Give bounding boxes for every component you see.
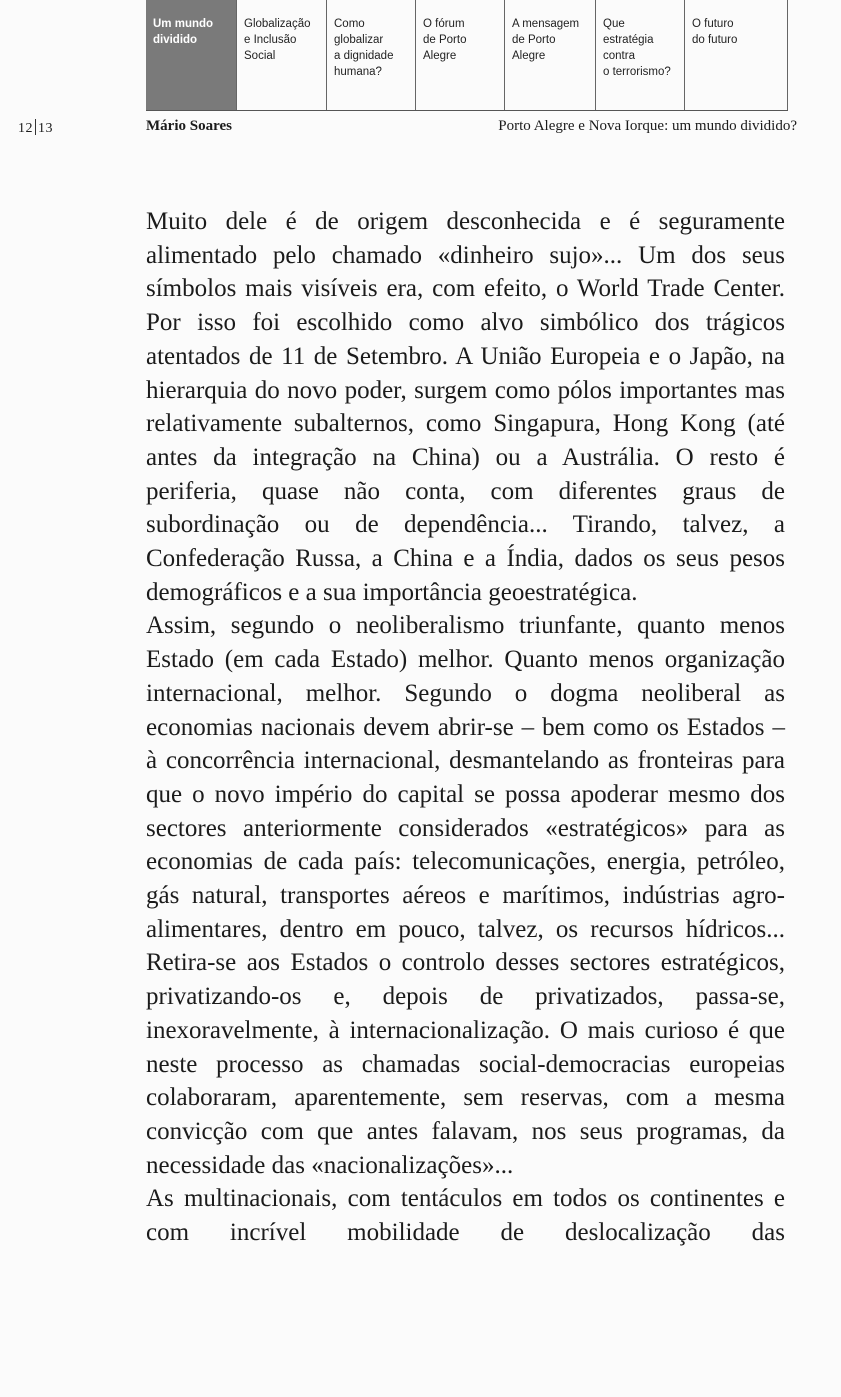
page-number-divider: [35, 119, 36, 135]
running-author: Mário Soares: [146, 118, 232, 134]
running-title: Porto Alegre e Nova Iorque: um mundo dividido?: [498, 118, 797, 134]
tab-um-mundo-dividido[interactable]: Um mundo dividido: [146, 0, 237, 110]
tab-estrategia-terrorismo[interactable]: Que estratégia contra o terrorismo?: [596, 0, 685, 110]
chapter-nav: [146, 0, 788, 111]
tab-futuro-do-futuro[interactable]: O futuro do futuro: [685, 0, 788, 110]
page-number-left: 12: [18, 121, 33, 136]
tab-mensagem-porto-alegre[interactable]: A mensagem de Porto Alegre: [505, 0, 596, 110]
paragraph: Muito dele é de origem desconhecida e é seguramente alimentado pelo chamado «dinheiro sujo»... Um dos seus símbolos mais visíveis era, com efeito, o World Trade Center. Por isso foi escolhido como alvo simbólico dos trágicos atentados de 11 de Setembro. A União Europeia e o Japão, na hierarquia do novo poder, surgem como pólos importantes mas relativamente subalternos, como Singapura, Hong Kong (até antes da integração na China) ou a Austrália. O resto é periferia, quase não conta, com diferentes graus de subordinação ou de dependência... Tirando, talvez, a Confederação Russa, a China e a Índia, dados os seus pesos demográficos e a sua importância geoestratégica.: [146, 208, 785, 606]
paragraph: Assim, segundo o neoliberalismo triunfante, quanto menos Estado (em cada Estado) melhor. Quanto menos organização internacional, melhor. Segundo o dogma neoliberal as economias nacionais devem abrir-se – bem como os Estados – à concorrência internacional, desmantelando as fronteiras para que o novo império do capital se possa apoderar mesmo dos sectores anteriormente considerados «estratégicos» para as economias de cada país: telecomunicações, energia, petróleo, gás natural, transportes aéreos e marítimos, indústrias agro-alimentares, dentro em pouco, talvez, os recursos hídricos... Retira-se aos Estados o controlo desses sectores estratégicos, privatizando-os e, depois de privatizados, passa-se, inexoravelmente, à internacionalização. O mais curioso é que neste processo as chamadas social-democracias europeias colaboraram, aparentemente, sem reservas, com a mesma convicção com que antes falavam, nos seus programas, da necessidade das «nacionalizações»...: [146, 612, 785, 1179]
tab-globalizacao-inclusao[interactable]: Globalização e Inclusão Social: [237, 0, 327, 110]
page-number: [18, 119, 53, 137]
paragraph: As multinacionais, com tentáculos em todos os continentes e com incrível mobilidade de deslocalização das: [146, 1185, 785, 1247]
body-text: [146, 205, 785, 1250]
tab-como-globalizar[interactable]: Como globalizar a dignidade humana?: [327, 0, 416, 110]
tab-forum-porto-alegre[interactable]: O fórum de Porto Alegre: [416, 0, 505, 110]
page-number-right: 13: [38, 121, 53, 136]
